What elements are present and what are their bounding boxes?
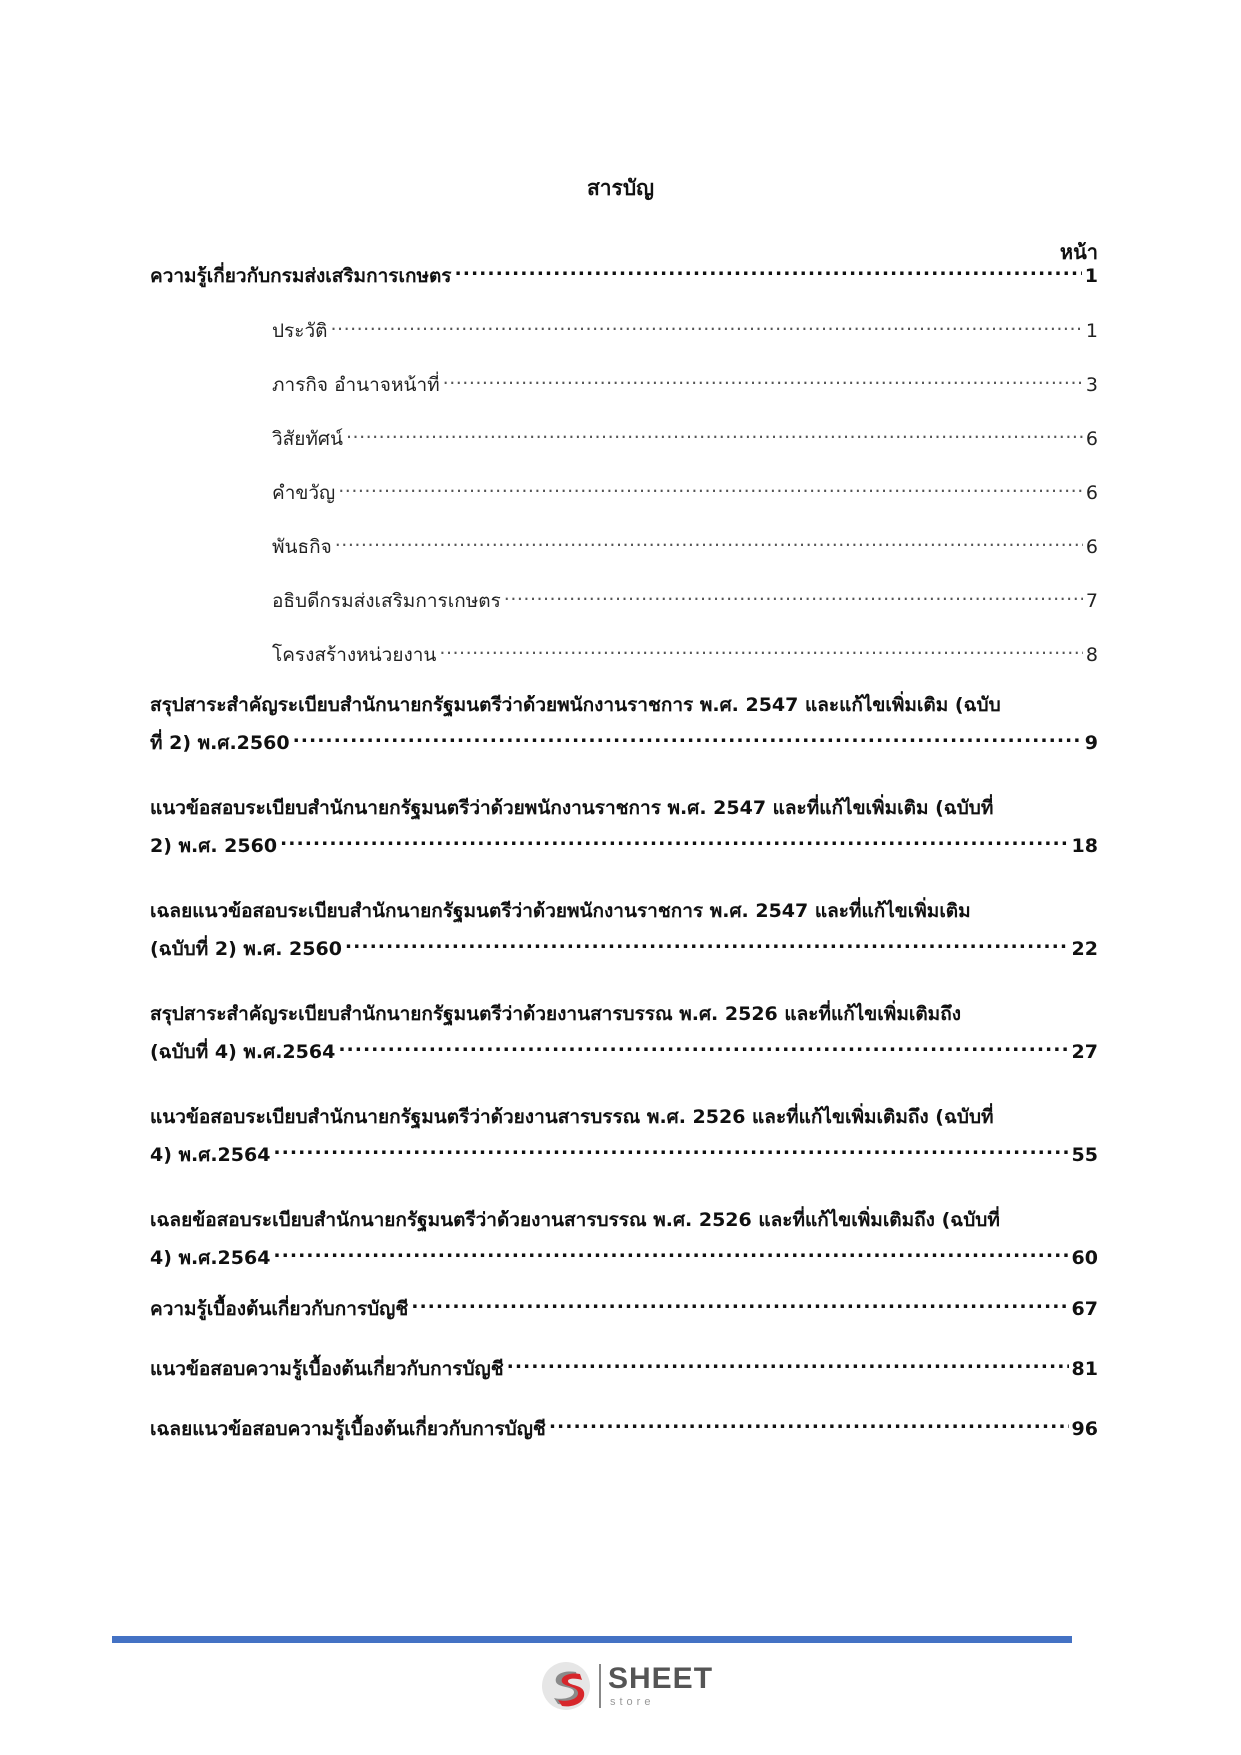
toc-entry-page: 27 <box>1071 1041 1098 1063</box>
toc-entry-text: ความรู้เบื้องต้นเกี่ยวกับการบัญชี <box>150 1298 409 1320</box>
toc-entry[interactable] <box>150 1354 1098 1384</box>
toc-entry-line1: เฉลยข้อสอบระเบียบสำนักนายกรัฐมนตรีว่าด้วยงานสารบรรณ พ.ศ. 2526 และที่แก้ไขเพิ่มเติมถึง (ฉบับที่ <box>150 1209 1000 1231</box>
toc-entry-text: (ฉบับที่ 4) พ.ศ.2564 <box>150 1041 336 1063</box>
toc-entry-line1: เฉลยแนวข้อสอบระเบียบสำนักนายกรัฐมนตรีว่าด้วยพนักงานราชการ พ.ศ. 2547 และที่แก้ไขเพิ่มเติม <box>150 900 971 922</box>
toc-entry-text: เฉลยแนวข้อสอบความรู้เบื้องต้นเกี่ยวกับการบัญชี <box>150 1418 546 1440</box>
toc-entry-page: 55 <box>1071 1144 1098 1166</box>
logo-wordmark: SHEET <box>608 1662 714 1695</box>
toc-entry-text: พันธกิจ <box>272 536 332 558</box>
toc-entry-text: ประวัติ <box>272 320 328 342</box>
toc-entry-text: อธิบดีกรมส่งเสริมการเกษตร <box>272 590 501 612</box>
toc-entry-text: ที่ 2) พ.ศ.2560 <box>150 732 290 754</box>
sheet-store-logo <box>540 1660 714 1712</box>
toc-subentry[interactable] <box>272 370 1098 400</box>
toc-entry[interactable] <box>150 1205 1098 1273</box>
toc-entry-page: 1 <box>1085 320 1098 342</box>
toc-entry-line1: แนวข้อสอบระเบียบสำนักนายกรัฐมนตรีว่าด้วยงานสารบรรณ พ.ศ. 2526 และที่แก้ไขเพิ่มเติมถึง (ฉบับที่ <box>150 1106 994 1128</box>
footer-rule <box>112 1636 1072 1643</box>
toc-entry-line1: สรุปสาระสำคัญระเบียบสำนักนายกรัฐมนตรีว่าด้วยพนักงานราชการ พ.ศ. 2547 และแก้ไขเพิ่มเติม (ฉบับ <box>150 694 1001 716</box>
toc-entry-page: 7 <box>1085 590 1098 612</box>
toc-subentry[interactable] <box>272 424 1098 454</box>
toc-entry-page: 6 <box>1085 482 1098 504</box>
toc-entry-text: 4) พ.ศ.2564 <box>150 1247 271 1269</box>
toc-entry-page: 6 <box>1085 536 1098 558</box>
toc-entry[interactable] <box>150 1414 1098 1444</box>
toc-entry-text: 2) พ.ศ. 2560 <box>150 835 278 857</box>
toc-entry-page: 81 <box>1071 1358 1098 1380</box>
toc-entry-text: (ฉบับที่ 2) พ.ศ. 2560 <box>150 938 342 960</box>
toc-entry-page: 67 <box>1071 1298 1098 1320</box>
toc-entry-page: 96 <box>1071 1418 1098 1440</box>
toc-entry-text: คำขวัญ <box>272 482 336 504</box>
toc-entry[interactable] <box>150 793 1098 861</box>
toc-entry[interactable] <box>150 1294 1098 1324</box>
toc-entry-text: 4) พ.ศ.2564 <box>150 1144 271 1166</box>
toc-entry[interactable] <box>150 999 1098 1067</box>
sheet-s-logo-icon <box>540 1660 592 1712</box>
toc-entry-page: 60 <box>1071 1247 1098 1269</box>
toc-entry[interactable] <box>150 690 1098 758</box>
toc-subentry[interactable] <box>272 640 1098 670</box>
toc-entry-text: โครงสร้างหน่วยงาน <box>272 644 437 666</box>
toc-subentry[interactable] <box>272 586 1098 616</box>
toc-entry[interactable] <box>150 261 1098 291</box>
toc-title: สารบัญ <box>586 176 655 200</box>
toc-entry-line1: แนวข้อสอบระเบียบสำนักนายกรัฐมนตรีว่าด้วยพนักงานราชการ พ.ศ. 2547 และที่แก้ไขเพิ่มเติม (ฉบับที่ <box>150 797 994 819</box>
toc-entry-page: 22 <box>1071 938 1098 960</box>
toc-subentry[interactable] <box>272 478 1098 508</box>
toc-entry[interactable] <box>150 896 1098 964</box>
toc-entry-line1: สรุปสาระสำคัญระเบียบสำนักนายกรัฐมนตรีว่าด้วยงานสารบรรณ พ.ศ. 2526 และที่แก้ไขเพิ่มเติมถึง <box>150 1003 961 1025</box>
toc-subentry[interactable] <box>272 316 1098 346</box>
toc-entry-page: 3 <box>1085 374 1098 396</box>
toc-entry-text: ความรู้เกี่ยวกับกรมส่งเสริมการเกษตร <box>150 265 452 287</box>
toc-entry-text: แนวข้อสอบความรู้เบื้องต้นเกี่ยวกับการบัญชี <box>150 1358 504 1380</box>
logo-subtext: store <box>610 1696 655 1708</box>
toc-entry-page: 8 <box>1085 644 1098 666</box>
page-column-header: หน้า <box>1059 240 1098 264</box>
toc-entry-page: 6 <box>1085 428 1098 450</box>
toc-entry-text: ภารกิจ อำนาจหน้าที่ <box>272 374 440 396</box>
toc-entry[interactable] <box>150 1102 1098 1170</box>
toc-entry-page: 18 <box>1071 835 1098 857</box>
toc-entry-page: 9 <box>1084 732 1098 754</box>
logo-separator <box>599 1664 601 1708</box>
toc-entry-text: วิสัยทัศน์ <box>272 428 343 450</box>
toc-subentry[interactable] <box>272 532 1098 562</box>
toc-entry-page: 1 <box>1084 265 1098 287</box>
